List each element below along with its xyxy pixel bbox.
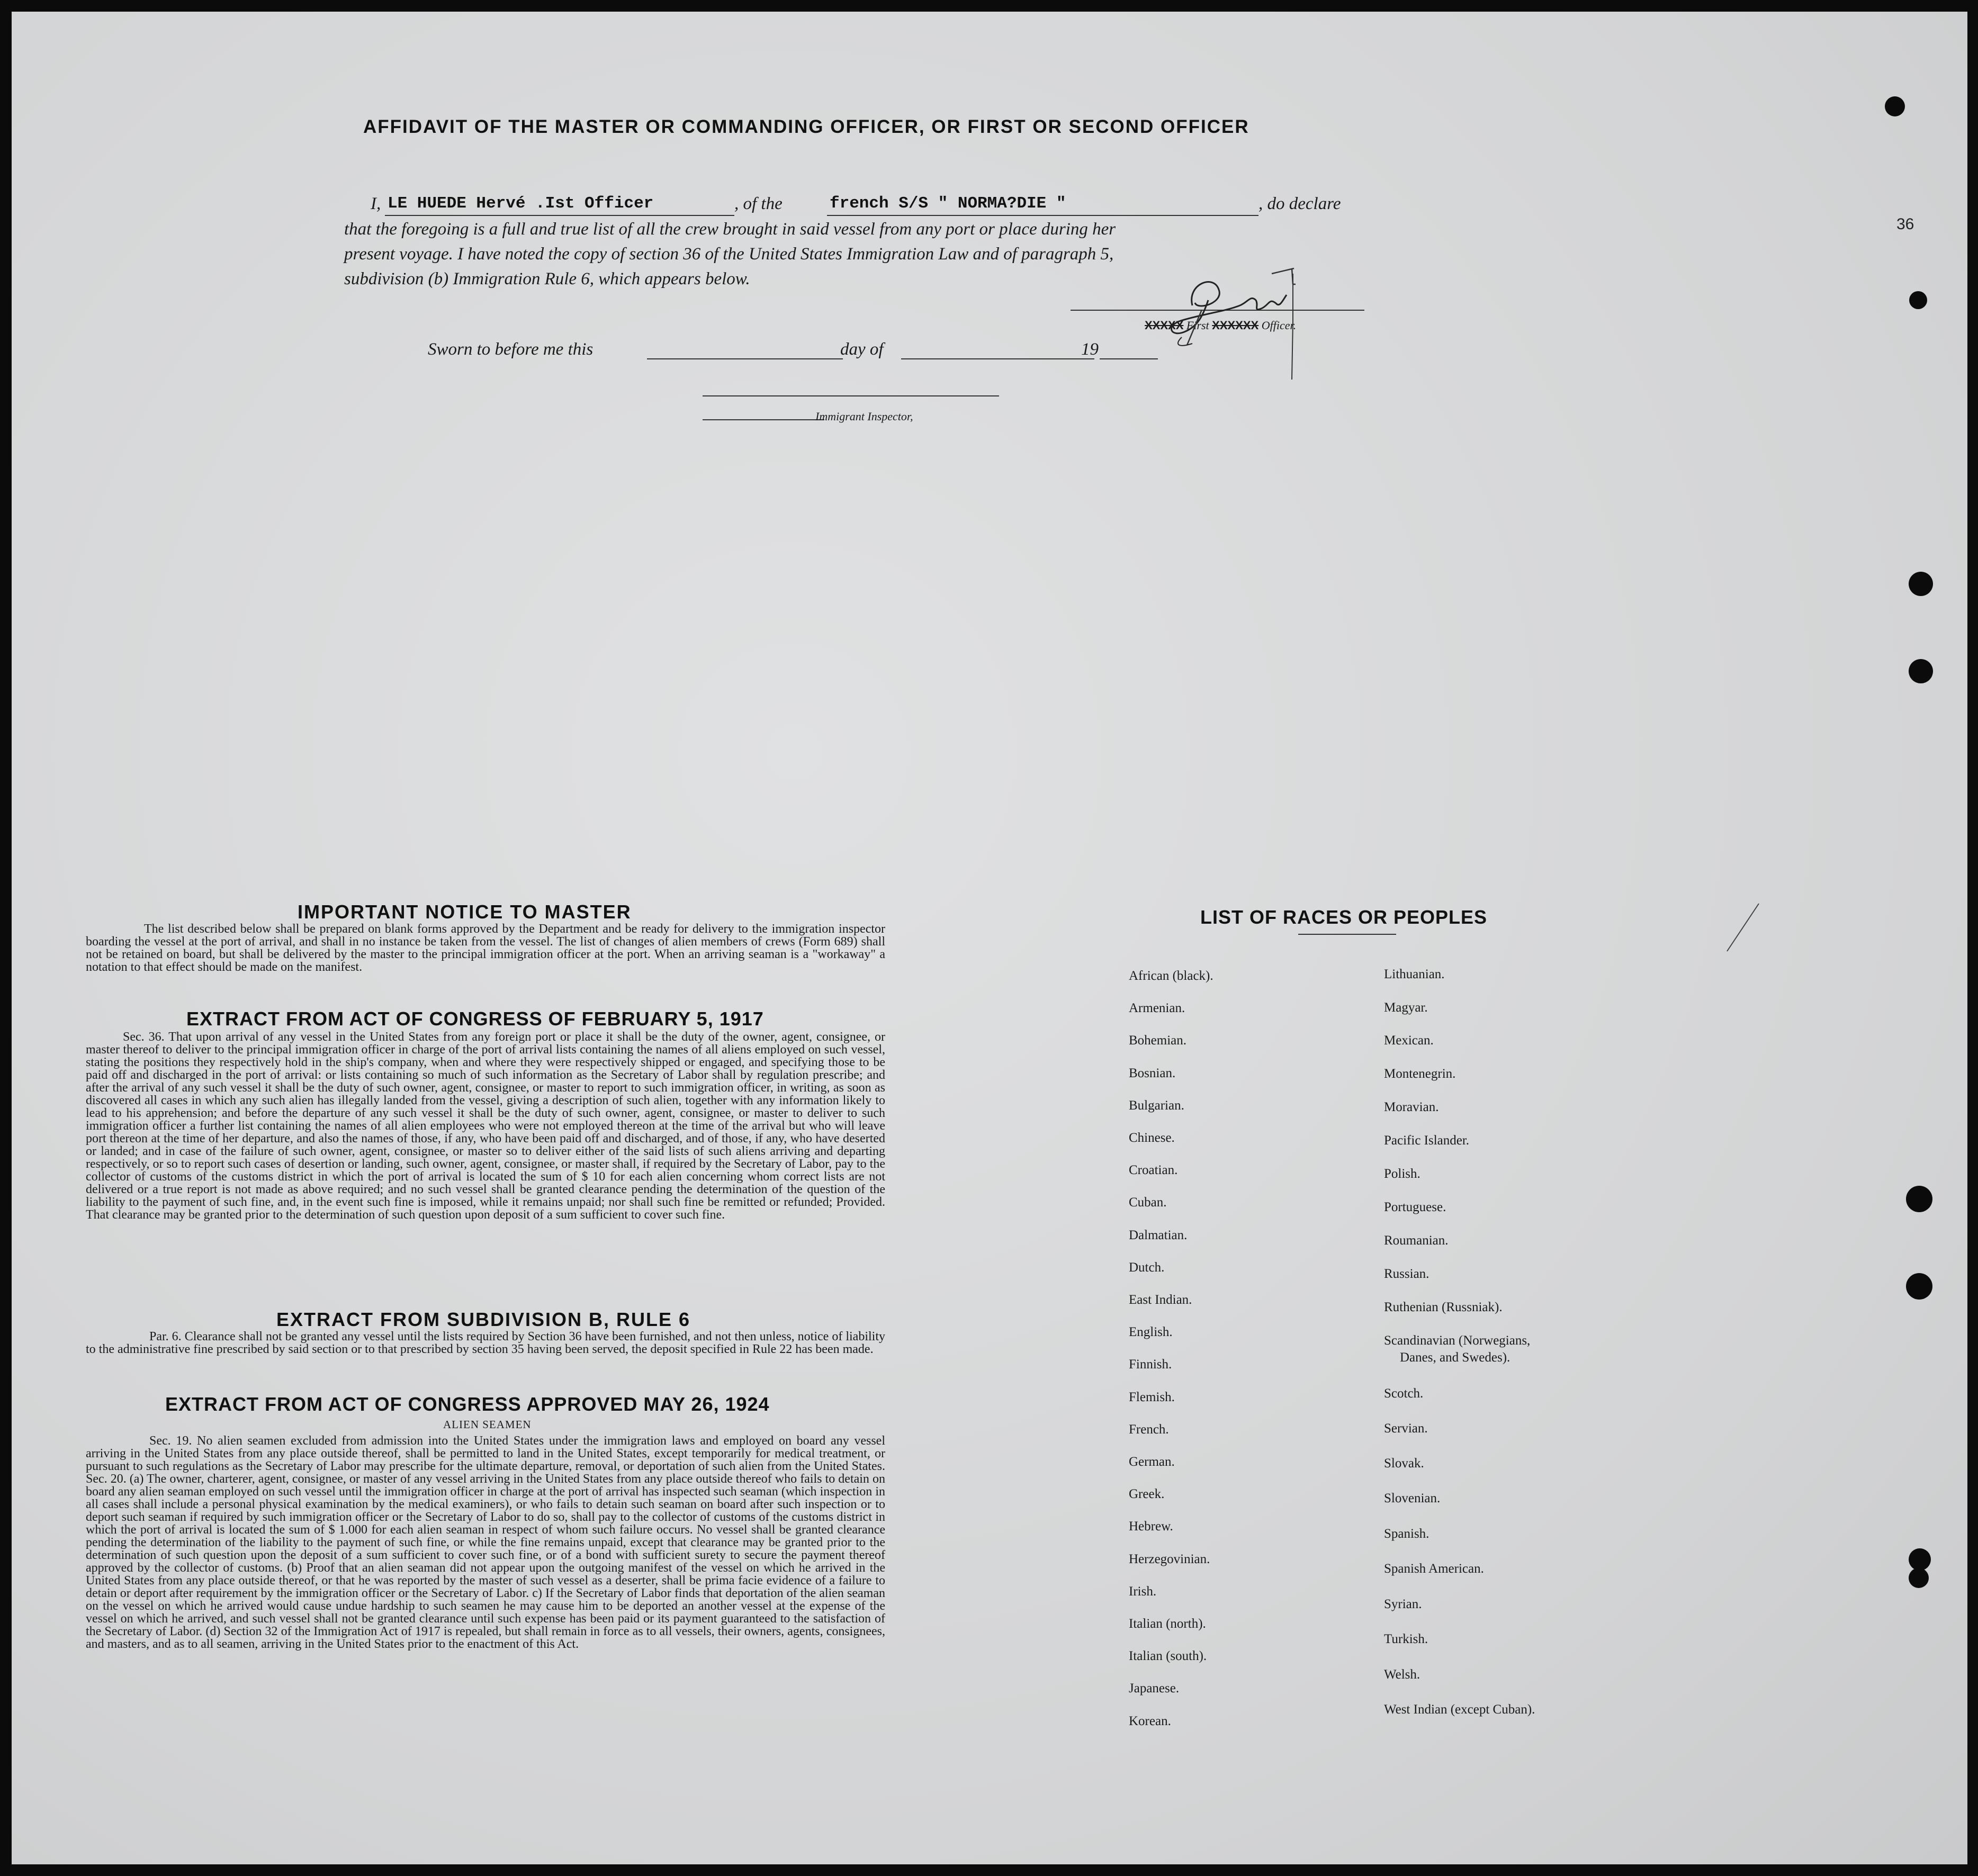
binding-hole-5 xyxy=(1906,1186,1932,1212)
binding-hole-7 xyxy=(1909,1548,1931,1571)
day-of-text: day of xyxy=(840,340,884,359)
affidavit-title: AFFIDAVIT OF THE MASTER OR COMMANDING OFFICER, OR FIRST OR SECOND OFFICER xyxy=(363,116,1249,137)
alien-seamen-subtitle: ALIEN SEAMEN xyxy=(443,1418,532,1431)
race-item: Dalmatian. xyxy=(1129,1228,1188,1242)
race-item: Russian. xyxy=(1384,1267,1429,1281)
handwritten-signature xyxy=(1134,252,1314,390)
affidavit-of-the: , of the xyxy=(734,194,783,213)
extract-rule6-text: Par. 6. Clearance shall not be granted any vessel until the lists required by Section 36 have been furnished, and not then unless, notice of liability to the administrative fine prescribed by said section or to that prescribed by section 35 having been served, the deposit specified in Rule 22 has been made. xyxy=(86,1330,885,1356)
sworn-text: Sworn to before me this xyxy=(428,340,594,359)
race-item: Italian (south). xyxy=(1129,1649,1207,1663)
affidavit-line-4: subdivision (b) Immigration Rule 6, which appears below. xyxy=(344,269,750,288)
races-title-rule xyxy=(1298,934,1396,935)
binding-hole-4 xyxy=(1909,659,1933,683)
affidavit-declare: , do declare xyxy=(1258,194,1341,213)
binding-hole-1 xyxy=(1885,96,1905,116)
extract-1924-title: EXTRACT FROM ACT OF CONGRESS APPROVED MAY 26, 1924 xyxy=(165,1393,770,1415)
margin-page-number: 36 xyxy=(1896,215,1914,233)
race-item: Cuban. xyxy=(1129,1195,1167,1210)
race-item: Spanish. xyxy=(1384,1527,1429,1541)
binding-hole-2 xyxy=(1909,291,1927,309)
race-item: Flemish. xyxy=(1129,1390,1175,1404)
race-item: Danes, and Swedes). xyxy=(1400,1350,1511,1365)
race-item: Bosnian. xyxy=(1129,1066,1176,1080)
race-item: Herzegovinian. xyxy=(1129,1552,1210,1566)
race-item: Mexican. xyxy=(1384,1033,1434,1048)
struck-text-1: XXXXX xyxy=(1145,319,1184,332)
inspector-line-2 xyxy=(703,419,824,420)
month-line xyxy=(901,358,1094,359)
race-item: Irish. xyxy=(1129,1584,1157,1599)
year-prefix: 19 xyxy=(1081,340,1099,359)
race-item: Portuguese. xyxy=(1384,1200,1446,1214)
binding-hole-3 xyxy=(1909,572,1933,596)
inspector-line-1 xyxy=(703,395,999,396)
race-item: Magyar. xyxy=(1384,1000,1428,1015)
race-item: Pacific Islander. xyxy=(1384,1133,1470,1148)
race-item: Moravian. xyxy=(1384,1100,1439,1114)
officer-suffix: Officer. xyxy=(1261,319,1297,332)
race-item: Dutch. xyxy=(1129,1260,1165,1275)
race-item: Japanese. xyxy=(1129,1681,1180,1695)
race-item: West Indian (except Cuban). xyxy=(1384,1702,1535,1717)
race-item: Lithuanian. xyxy=(1384,967,1445,981)
officer-name-field: LE HUEDE Hervé .Ist Officer xyxy=(388,194,654,213)
race-item: Turkish. xyxy=(1384,1632,1428,1646)
pencil-mark xyxy=(1722,901,1764,954)
race-item: Scandinavian (Norwegians, xyxy=(1384,1333,1531,1348)
race-item: Italian (north). xyxy=(1129,1617,1206,1631)
race-item: Bulgarian. xyxy=(1129,1098,1184,1113)
race-item: Servian. xyxy=(1384,1421,1428,1436)
race-item: Spanish American. xyxy=(1384,1562,1484,1576)
race-item: Welsh. xyxy=(1384,1667,1420,1682)
race-item: Greek. xyxy=(1129,1487,1165,1501)
binding-hole-8 xyxy=(1909,1568,1929,1588)
race-item: East Indian. xyxy=(1129,1293,1192,1307)
extract-1917-text: Sec. 36. That upon arrival of any vessel in the United States from any foreign port or place it shall be the duty of the owner, agent, consignee, or master thereof to deliver to the principal immigration officer in charge of the port of arrival lists containing the names of all aliens employed on such vessel, stating the positions they respectively hold in the ship's company, when and where they were respectively shipped or engaged, and specifying those to be paid off and discharged in the port of arrival: or lists containing so much of such information as the Secretary of Labor shall by regulation prescribe; and after the arrival of any such vessel it shall be the duty of such owner, agent, consignee, or master to report to such immigration officer, in writing, as soon as discovered all cases in which any such alien has illegally landed from the vessel, giving a description of such alien, together with any information likely to lead to his apprehension; and before the departure of any such vessel it shall be the duty of such owner, agent, consignee, or master to deliver to such immigration officer a further list containing the names of all alien employees who were not employed thereon at the time of the arrival but who will leave port thereon at the time of her departure, and also the names of those, if any, who have been paid off and discharged, and of those, if any, who have deserted or landed; and in case of the failure of such owner, agent, consignee, or master so to deliver either of the said lists of such aliens arriving and departing respectively, or so to report such cases of desertion or landing, such owner, agent, consignee, or master shall, if required by the Secretary of Labor, pay to the collector of customs of the customs district in which the port of arrival is located the sum of $ 10 for each alien concerning whom correct lists are not delivered or a true report is not made as above required; and no such vessel shall be granted clearance pending the determination of the question of the liability to the payment of such fine, and, in the event such fine is imposed, while it remains unpaid; nor shall such fine be remitted or refunded; Provided. That clearance may be granted prior to the determination of such question upon deposit of a sum sufficient to cover such fine. xyxy=(86,1030,885,1222)
struck-text-2: XXXXXX xyxy=(1212,319,1259,332)
manifest-sheet xyxy=(12,12,1967,1864)
extract-rule6-title: EXTRACT FROM SUBDIVISION B, RULE 6 xyxy=(276,1309,691,1330)
affidavit-i: I, xyxy=(371,194,381,213)
sworn-day-line xyxy=(647,358,843,359)
race-item: Finnish. xyxy=(1129,1357,1172,1372)
race-item: Chinese. xyxy=(1129,1131,1175,1145)
notice-text: The list described below shall be prepared on blank forms approved by the Department and be ready for delivery to the immigration inspector boarding the vessel at the port of arrival, and shall in no instance be taken from the vessel. The list of changes of alien members of crews (Form 689) shall not be retained on board, but shall be delivered by the master to the principal immigration officer at the port. When an arriving seaman is a "workaway" a notation to that effect should be made on the manifest. xyxy=(86,922,885,974)
races-title: LIST OF RACES OR PEOPLES xyxy=(1200,906,1488,928)
race-item: African (black). xyxy=(1129,969,1213,983)
race-item: Montenegrin. xyxy=(1384,1067,1456,1081)
notice-title: IMPORTANT NOTICE TO MASTER xyxy=(298,901,632,923)
race-item: Armenian. xyxy=(1129,1001,1185,1015)
race-item: Slovak. xyxy=(1384,1456,1424,1471)
race-item: Roumanian. xyxy=(1384,1233,1449,1248)
affidavit-line-3: present voyage. I have noted the copy of section 36 of the United States Immigration Law and of paragraph 5, xyxy=(344,245,1114,264)
race-item: German. xyxy=(1129,1455,1175,1469)
race-item: Bohemian. xyxy=(1129,1033,1187,1048)
race-item: French. xyxy=(1129,1422,1169,1437)
officer-name-line xyxy=(385,215,734,216)
race-item: English. xyxy=(1129,1325,1173,1339)
race-item: Scotch. xyxy=(1384,1386,1424,1401)
race-item: Ruthenian (Russniak). xyxy=(1384,1300,1503,1314)
inspector-label: Immigrant Inspector, xyxy=(815,410,913,423)
vessel-name-field: french S/S " NORMA?DIE " xyxy=(830,194,1066,213)
race-item: Polish. xyxy=(1384,1167,1420,1181)
race-item: Slovenian. xyxy=(1384,1491,1441,1505)
extract-1924-text: Sec. 19. No alien seamen excluded from admission into the United States under the immigration laws and employed on board any vessel arriving in the United States from any place outside thereof, shall be permitted to land in the United States, except temporarily for medical treatment, or pursuant to such regulations as the Secretary of Labor may prescribe for the ultimate departure, removal, or deportation of such alien from the United States. Sec. 20. (a) The owner, charterer, agent, consignee, or master of any vessel arriving in the United States from any place outside thereof who fails to detain on board any alien seaman employed on such vessel until the immigration officer in charge at the port of arrival has inspected such seaman (which inspection in all cases shall include a personal physical examination by the medical examiners), or who fails to detain such seaman on board after such inspection or to deport such seaman if required by such immigration officer or the Secretary of Labor to do so, shall pay to the collector of customs of the customs district in which the port of arrival is located the sum of $ 1.000 for each alien seaman in respect of whom such failure occurs. No vessel shall be granted clearance pending the determination of the liability to the payment of such fine, or while the fine remains unpaid, except that clearance may be granted prior to the determination of such question upon the deposit of a sum sufficient to cover such fine, or of a bond with sufficient surety to secure the payment thereof approved by the collector of customs. (b) Proof that an alien seaman did not appear upon the outgoing manifest of the vessel on which he arrived in the United States from any place outside thereof, or that he was reported by the master of such vessel as a deserter, shall be prima facie evidence of a failure to detain or deport after requirement by the immigration officer or the Secretary of Labor. c) If the Secretary of Labor finds that deportation of the alien seaman on the vessel on which he arrived would cause undue hardship to such seamen he may cause him to be deported an another vessel at the expense of the vessel on which he arrived, and such vessel shall not be granted clearance until such expense has been paid or its payment guaranteed to the satisfaction of the Secretary of Labor. (d) Section 32 of the Immigration Act of 1917 is repealed, but shall remain in force as to all vessels, their owners, agents, consignees, and masters, and as to all seamen, arriving in the United States prior to the enactment of this Act. xyxy=(86,1434,885,1651)
first-word: First xyxy=(1186,319,1209,332)
race-item: Hebrew. xyxy=(1129,1519,1173,1534)
year-line xyxy=(1100,358,1158,359)
vessel-name-line xyxy=(827,215,1258,216)
affidavit-line-2: that the foregoing is a full and true list of all the crew brought in said vessel from any port or place during her xyxy=(344,220,1116,239)
race-item: Korean. xyxy=(1129,1714,1171,1728)
race-item: Syrian. xyxy=(1384,1597,1422,1611)
binding-hole-6 xyxy=(1906,1273,1932,1300)
extract-1917-title: EXTRACT FROM ACT OF CONGRESS OF FEBRUARY 5, 1917 xyxy=(186,1008,764,1030)
race-item: Croatian. xyxy=(1129,1163,1178,1177)
